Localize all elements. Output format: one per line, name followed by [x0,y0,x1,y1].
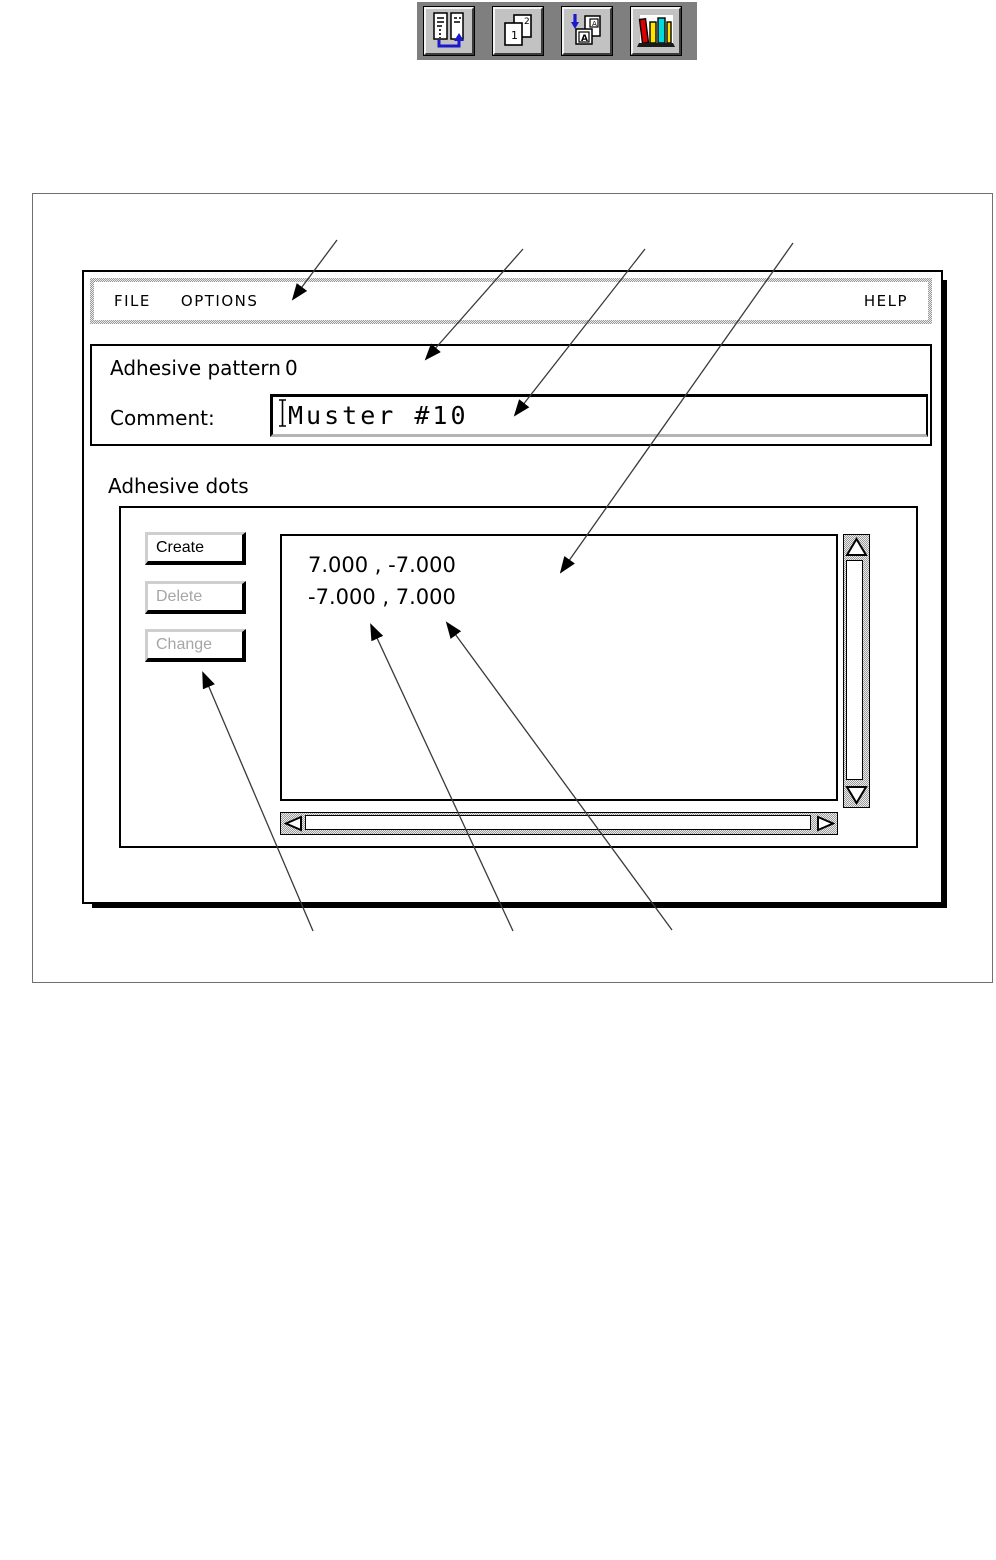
adhesive-pattern-window [82,270,943,904]
comment-label: Comment: [110,406,215,430]
scroll-down-arrow[interactable] [844,782,869,807]
scroll-left-arrow[interactable] [281,813,305,834]
svg-text:2: 2 [524,16,530,27]
menu-bar [90,278,932,324]
comment-text: Muster #10 [288,401,469,430]
menu-options[interactable]: OPTIONS [180,292,259,310]
delete-button[interactable]: Delete [145,581,246,614]
dots-list-item[interactable]: 7.000 , -7.000 [308,553,456,577]
menu-help[interactable]: HELP [863,292,908,310]
comment-input[interactable] [270,394,928,437]
copy-pages-icon [498,10,538,53]
scroll-up-arrow[interactable] [844,535,869,560]
copy-pages-button[interactable] [493,7,543,55]
horizontal-scrollbar[interactable] [280,812,838,835]
vertical-scrollbar-thumb[interactable] [846,560,863,780]
list-transfer-icon [429,10,469,53]
text-cursor [278,398,287,434]
insert-sorted-icon [567,10,607,53]
dots-list[interactable] [280,534,838,801]
create-button[interactable]: Create [145,532,246,565]
scroll-right-arrow[interactable] [813,813,837,834]
svg-text:1: 1 [511,28,518,42]
list-transfer-button[interactable] [424,7,474,55]
menu-file[interactable]: FILE [114,292,151,310]
change-button[interactable]: Change [145,629,246,662]
dots-list-item[interactable]: -7.000 , 7.000 [308,585,456,609]
vertical-scrollbar[interactable] [843,534,870,808]
pattern-section [90,344,932,446]
adhesive-dots-label: Adhesive dots [108,474,249,498]
svg-text:A: A [592,19,597,28]
adhesive-pattern-label: Adhesive pattern [110,356,281,380]
horizontal-scrollbar-thumb[interactable] [305,815,811,830]
insert-sorted-button[interactable] [562,7,612,55]
adhesive-dots-section [119,506,918,848]
toolbar [417,2,697,60]
library-books-icon [636,10,676,53]
adhesive-pattern-number: 0 [285,356,298,380]
svg-text:A: A [581,33,588,44]
library-button[interactable] [631,7,681,55]
